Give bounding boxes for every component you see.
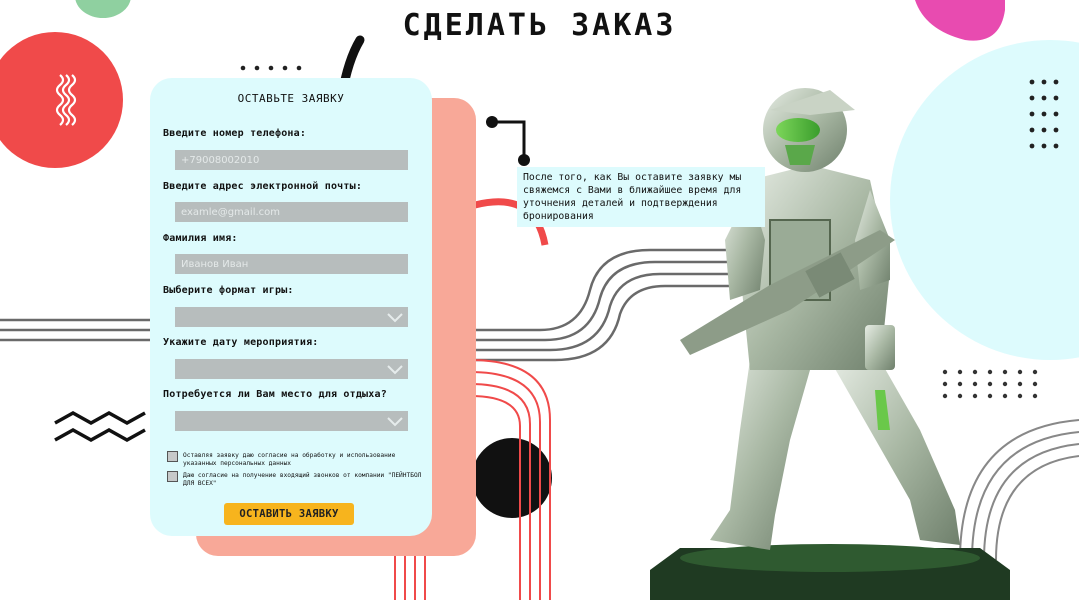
order-form (150, 78, 432, 536)
chevron-down-icon (386, 414, 404, 428)
chevron-down-icon (386, 362, 404, 376)
consent-data-checkbox[interactable] (167, 451, 178, 462)
callout-text: После того, как Вы оставите заявку мы свяжемся с Вами в ближайшее время для уточнения деталей и подтверждения бронирования (517, 167, 765, 227)
event-date-label: Укажите дату мероприятия: (163, 337, 319, 348)
submit-button[interactable]: ОСТАВИТЬ ЗАЯВКУ (224, 503, 354, 525)
game-format-label: Выберите формат игры: (163, 285, 294, 296)
form-title: ОСТАВЬТЕ ЗАЯВКУ (237, 92, 345, 105)
phone-input[interactable] (175, 150, 408, 170)
game-format-select[interactable] (175, 307, 408, 327)
consent-data-text: Оставляя заявку даю согласие на обработку и использование указанных персональных данных (183, 452, 396, 467)
event-date-select[interactable] (175, 359, 408, 379)
name-input[interactable] (175, 254, 408, 274)
email-input[interactable] (175, 202, 408, 222)
paintball-soldier-figure (640, 70, 1020, 600)
consent-calls-text: Даю согласие на получение входящий звонков от компании "ПЕЙНТБОЛ ДЛЯ ВСЕХ" (183, 472, 422, 487)
chevron-down-icon (386, 310, 404, 324)
name-label: Фамилия имя: (163, 233, 238, 244)
rest-place-select[interactable] (175, 411, 408, 431)
page-title: СДЕЛАТЬ ЗАКАЗ (402, 8, 677, 43)
phone-label: Введите номер телефона: (163, 128, 307, 139)
rest-place-label: Потребуется ли Вам место для отдыха? (163, 389, 387, 400)
consent-calls-checkbox[interactable] (167, 471, 178, 482)
email-label: Введите адрес электронной почты: (163, 181, 363, 192)
